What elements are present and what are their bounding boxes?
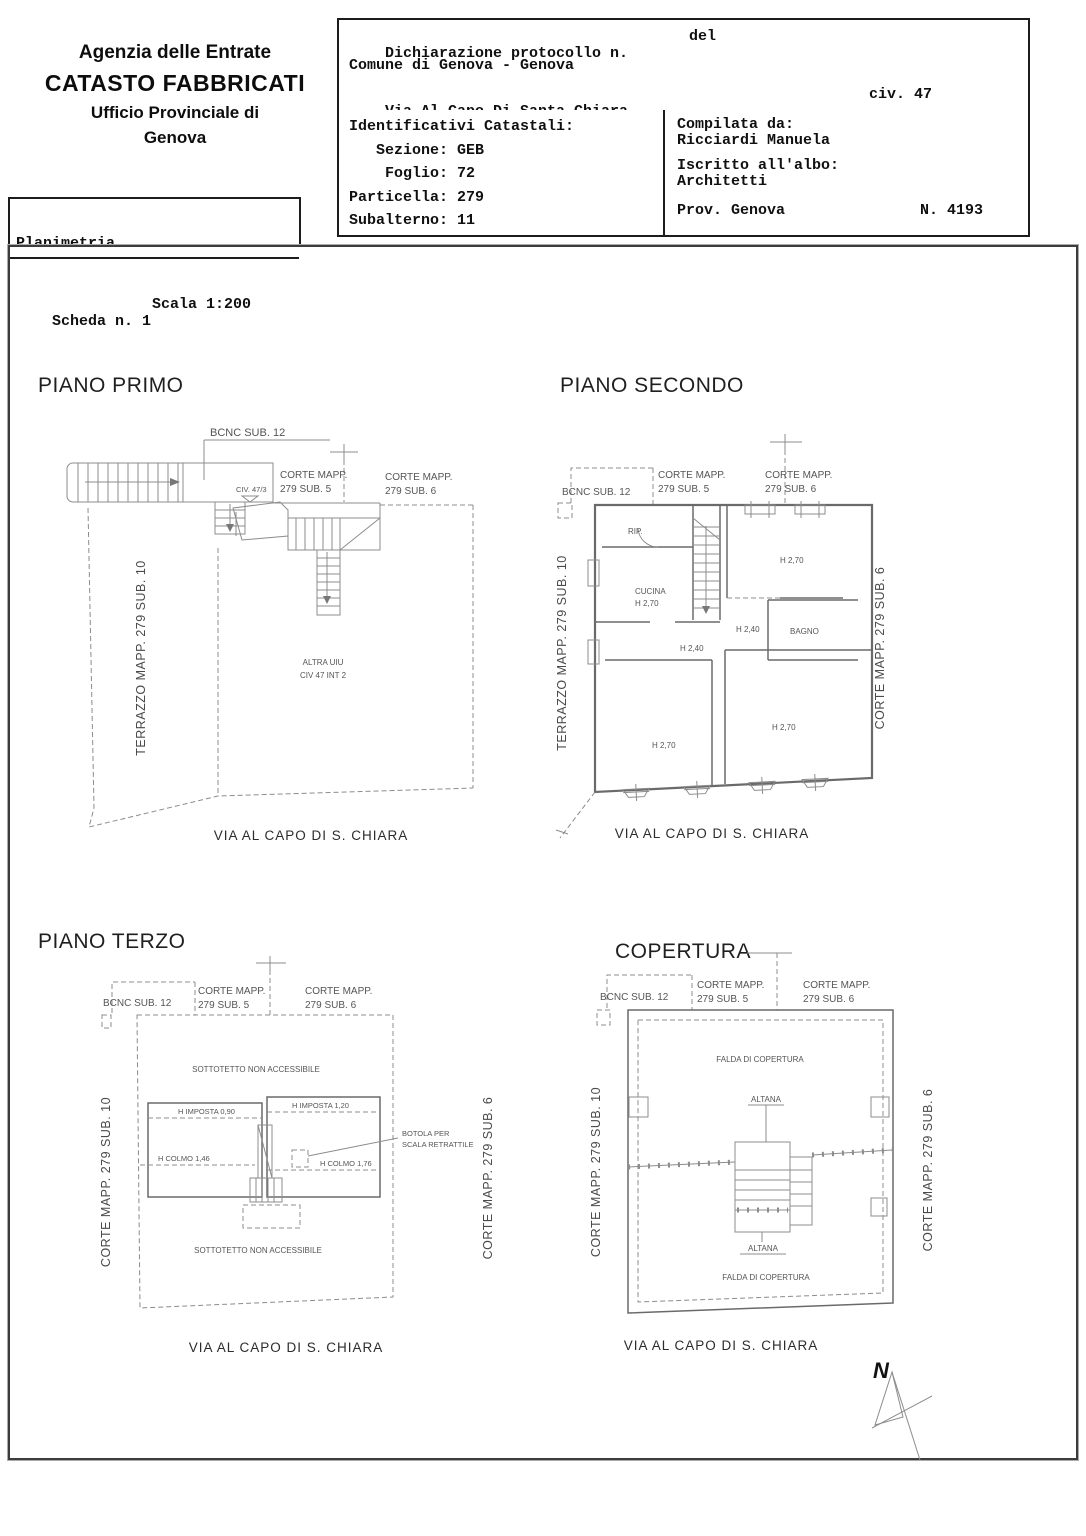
entrance-door-icon — [242, 496, 258, 502]
corte5-label-line2: 279 SUB. 5 — [658, 484, 710, 495]
compilata-title: Compilata da: — [677, 116, 795, 133]
prov-line: Prov. Genova — [677, 202, 786, 219]
identificativi-title: Identificativi Catastali: — [349, 118, 575, 135]
plan-piano-terzo — [30, 920, 555, 1390]
h-imposta-090: H IMPOSTA 0,90 — [178, 1107, 235, 1116]
stair-shaft — [693, 518, 720, 614]
attic-left — [140, 1103, 262, 1197]
agency-line1: Agenzia delle Entrate — [78, 42, 272, 63]
room-sw-height: H 2,70 — [652, 741, 676, 750]
h240-a: H 2,40 — [736, 625, 760, 634]
altra-uiu-line1: ALTRA UIU — [302, 658, 344, 667]
h-imposta-120: H IMPOSTA 1,20 — [292, 1101, 349, 1110]
street-label: VIA AL CAPO DI S. CHIARA — [623, 1338, 819, 1353]
corte10-vertical-label: CORTE MAPP. 279 SUB. 10 — [589, 1086, 603, 1258]
street-label: VIA AL CAPO DI S. CHIARA — [213, 828, 409, 843]
left-wall-niches — [588, 560, 599, 664]
central-stair — [243, 1125, 300, 1228]
bcnc-label: BCNC SUB. 12 — [562, 487, 631, 498]
compilata-box — [663, 110, 1030, 237]
boundary-dashed — [560, 792, 595, 838]
corte6-label-line1: CORTE MAPP. — [305, 986, 373, 997]
plan-title-primo: PIANO PRIMO — [38, 374, 184, 397]
corte5-label-line1: CORTE MAPP. — [280, 470, 348, 481]
botola-leader — [308, 1138, 398, 1156]
agency-line2: CATASTO FABBRICATI — [44, 70, 306, 96]
h-colmo-146: H COLMO 1,46 — [158, 1154, 210, 1163]
altana-top-label: ALTANA — [751, 1095, 781, 1104]
altra-uiu-line2: CIV 47 INT 2 — [299, 671, 347, 680]
sottotetto-bottom-label: SOTTOTETTO NON ACCESSIBILE — [194, 1246, 322, 1255]
protocol-label: Dichiarazione protocollo n. — [385, 45, 629, 62]
botola-label-line1: BOTOLA PER — [402, 1129, 450, 1138]
subalterno-line: Subalterno: 11 — [349, 212, 476, 229]
corte5-label-line2: 279 SUB. 5 — [280, 484, 332, 495]
corte5-label-line1: CORTE MAPP. — [198, 986, 266, 997]
planimetria-box — [8, 197, 301, 330]
altana-bottom-label: ALTANA — [748, 1244, 778, 1253]
corte6-label-line2: 279 SUB. 6 — [765, 484, 817, 495]
identificativi-box — [337, 110, 667, 237]
del-label: del — [689, 28, 717, 45]
albo-value: Architetti — [677, 173, 768, 190]
corte6-label-line1: CORTE MAPP. — [765, 470, 833, 481]
plan-piano-secondo — [540, 368, 1060, 858]
plan-copertura — [570, 920, 1078, 1480]
corte6-vertical-label: CORTE MAPP. 279 SUB. 6 — [873, 566, 887, 730]
h240-b: H 2,40 — [680, 644, 704, 653]
corte5-label-line1: CORTE MAPP. — [697, 980, 765, 991]
corte5-label-line1: CORTE MAPP. — [658, 470, 726, 481]
room-se-height: H 2,70 — [772, 723, 796, 732]
particella-line: Particella: 279 — [349, 189, 485, 206]
plan-title-secondo: PIANO SECONDO — [560, 374, 744, 397]
corte6-vertical-label: CORTE MAPP. 279 SUB. 6 — [481, 1096, 495, 1260]
l-shaped-staircase — [288, 503, 380, 615]
albo-label: Iscritto all'albo: — [677, 157, 840, 174]
terrazzo-vertical-label: TERRAZZO MAPP. 279 SUB. 10 — [134, 560, 148, 756]
comune-line: Comune di Genova - Genova — [349, 57, 575, 74]
declaration-box — [337, 18, 1030, 114]
plan-piano-primo — [30, 368, 530, 853]
compilata-name: Ricciardi Manuela — [677, 132, 831, 149]
corte10-vertical-label: CORTE MAPP. 279 SUB. 10 — [99, 1096, 113, 1268]
attic-right — [267, 1097, 380, 1197]
bcnc-label: BCNC SUB. 12 — [103, 998, 172, 1009]
bcnc-label: BCNC SUB. 12 — [600, 992, 669, 1003]
terrazzo-vertical-label: TERRAZZO MAPP. 279 SUB. 10 — [555, 555, 569, 751]
entry-vestibule — [233, 502, 380, 540]
rip-label: RIP. — [628, 527, 643, 536]
chimneys — [629, 1097, 889, 1216]
corte6-label-line2: 279 SUB. 6 — [385, 486, 437, 497]
plan-title-copertura: COPERTURA — [615, 940, 751, 963]
corte6-label-line2: 279 SUB. 6 — [305, 1000, 357, 1011]
civico-text: civ. 47 — [869, 86, 933, 103]
sottotetto-top-label: SOTTOTETTO NON ACCESSIBILE — [192, 1065, 320, 1074]
cucina-height: H 2,70 — [635, 599, 659, 608]
corte6-label-line1: CORTE MAPP. — [385, 472, 453, 483]
falda-bottom-label: FALDA DI COPERTURA — [722, 1273, 810, 1282]
external-staircase — [67, 463, 183, 502]
h-colmo-176: H COLMO 1,76 — [320, 1159, 372, 1168]
agency-line4: Genova — [143, 128, 207, 147]
altana-structure — [735, 1105, 812, 1254]
top-windows — [745, 501, 825, 518]
corte5-label-line2: 279 SUB. 5 — [198, 1000, 250, 1011]
bagno-label: BAGNO — [790, 627, 819, 636]
north-letter: N — [873, 1358, 889, 1383]
albo-number: N. 4193 — [920, 202, 984, 219]
botola-label-line2: SCALA RETRATTILE — [402, 1140, 474, 1149]
agency-title-block — [30, 42, 320, 148]
roof-ridge — [628, 1150, 893, 1167]
street-label: VIA AL CAPO DI S. CHIARA — [614, 826, 810, 841]
civ-47-3-label: CIV. 47/3 — [236, 485, 267, 494]
building-outline — [595, 505, 872, 792]
cucina-label: CUCINA — [635, 587, 666, 596]
north-arrow — [872, 1358, 932, 1460]
street-label: VIA AL CAPO DI S. CHIARA — [188, 1340, 384, 1355]
bcnc-label: BCNC SUB. 12 — [210, 427, 286, 439]
falda-top-label: FALDA DI COPERTURA — [716, 1055, 804, 1064]
sezione-line: Sezione: GEB — [376, 142, 485, 159]
interior-walls — [595, 505, 872, 786]
corte5-label-line2: 279 SUB. 5 — [697, 994, 749, 1005]
botola-hatch — [292, 1150, 308, 1167]
plan-title-terzo: PIANO TERZO — [38, 930, 186, 953]
planimetria-title: Planimetria — [10, 233, 299, 259]
corte6-vertical-label: CORTE MAPP. 279 SUB. 6 — [921, 1088, 935, 1252]
scala-label: Scala 1:200 — [152, 296, 252, 313]
room-ne-height: H 2,70 — [780, 556, 804, 565]
foglio-line: Foglio: 72 — [385, 165, 476, 182]
scheda-label: Scheda n. 1 — [52, 313, 152, 330]
agency-line3: Ufficio Provinciale di — [90, 103, 260, 122]
corte6-label-line1: CORTE MAPP. — [803, 980, 871, 991]
corte6-label-line2: 279 SUB. 6 — [803, 994, 855, 1005]
bcnc-landing — [183, 463, 273, 502]
